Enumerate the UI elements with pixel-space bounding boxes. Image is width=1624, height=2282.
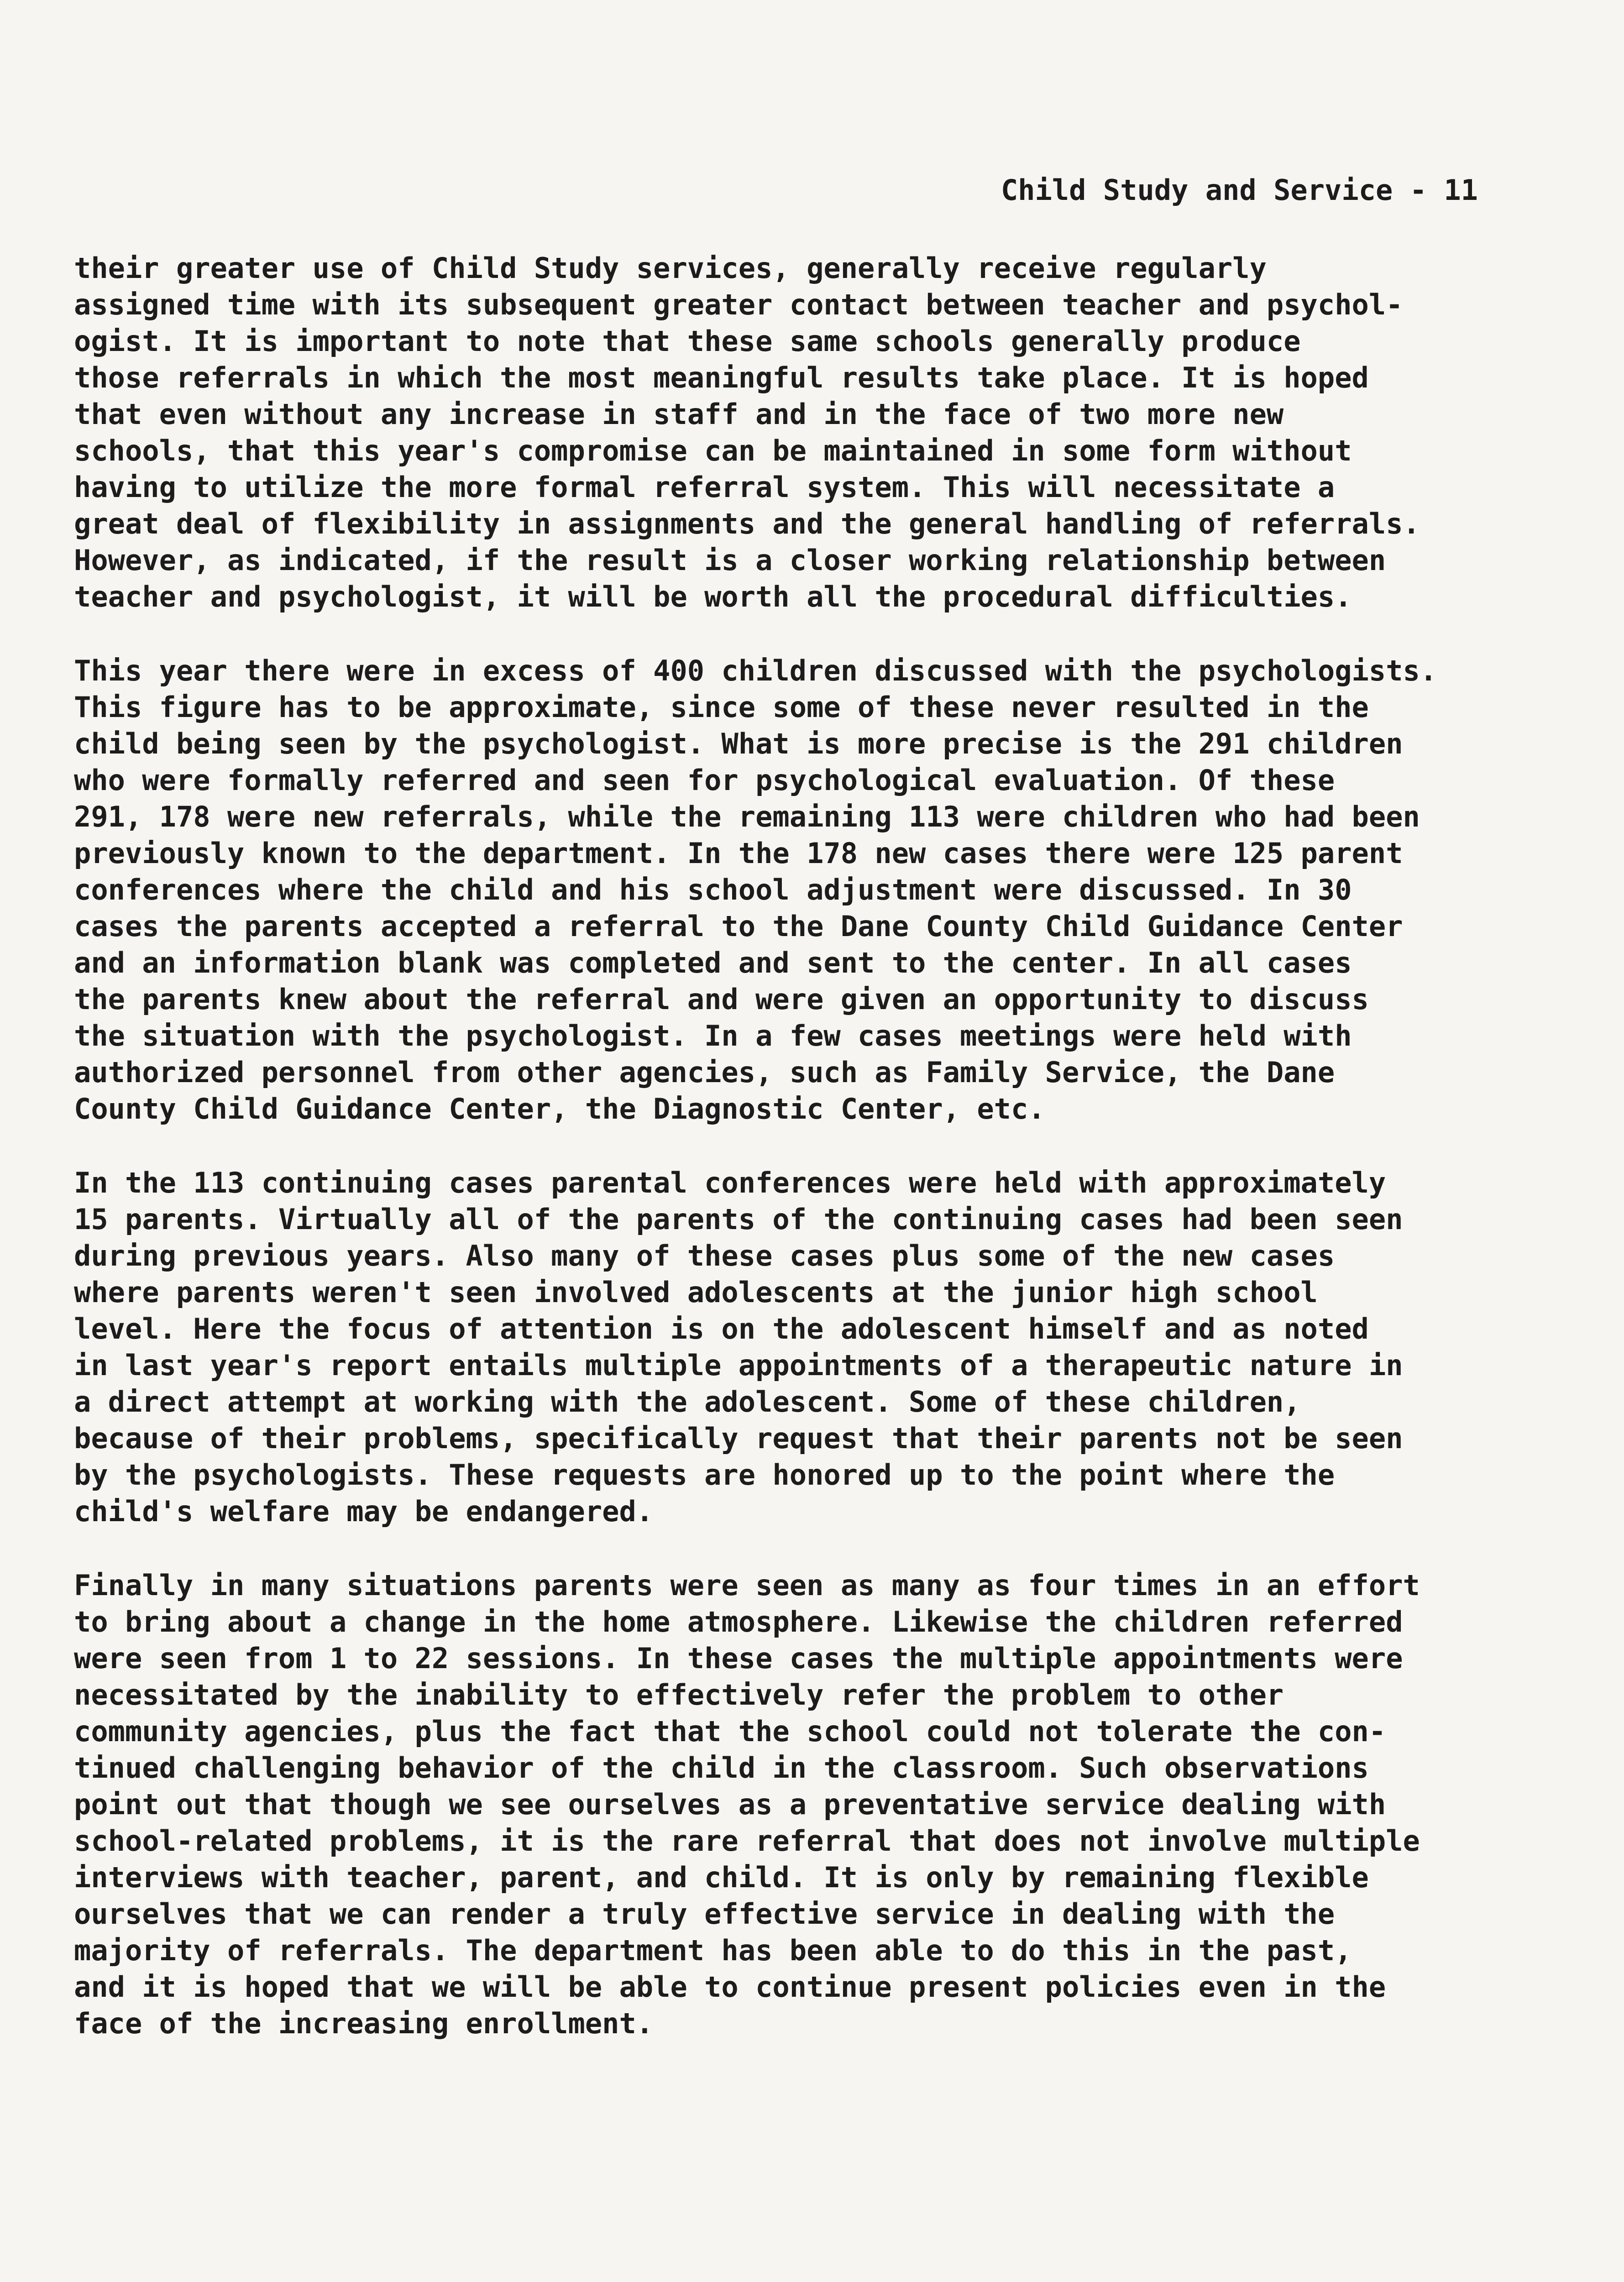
text-line: tinued challenging behavior of the child in the classroom. Such observations xyxy=(74,1751,1369,1785)
document-body xyxy=(74,250,1557,2079)
text-line: who were formally referred and seen for psychological evaluation. Of these xyxy=(74,764,1335,797)
text-line: In the 113 continuing cases parental conferences were held with approximately xyxy=(74,1166,1386,1199)
text-line: in last year's report entails multiple appointments of a therapeutic nature in xyxy=(74,1349,1403,1382)
text-line: level. Here the focus of attention is on the adolescent himself and as noted xyxy=(74,1312,1369,1345)
text-line: necessitated by the inability to effectively refer the problem to other xyxy=(74,1678,1284,1712)
text-line: were seen from 1 to 22 sessions. In these cases the multiple appointments were xyxy=(74,1642,1403,1675)
text-line: This figure has to be approximate, since some of these never resulted in the xyxy=(74,691,1369,724)
text-line: that even without any increase in staff and in the face of two more new xyxy=(74,398,1284,431)
text-line: previously known to the department. In the 178 new cases there were 125 parent xyxy=(74,837,1403,870)
paragraph-3 xyxy=(74,1165,1557,1530)
text-line: school-related problems, it is the rare referral that does not involve multiple xyxy=(74,1824,1420,1858)
text-line: schools, that this year's compromise can be maintained in some form without xyxy=(74,434,1352,467)
text-line: majority of referrals. The department has been able to do this in the past, xyxy=(74,1934,1352,1967)
text-line: interviews with teacher, parent, and child. It is only by remaining flexible xyxy=(74,1861,1369,1894)
text-line: because of their problems, specifically request that their parents not be seen xyxy=(74,1422,1403,1455)
text-line: point out that though we see ourselves as a preventative service dealing with xyxy=(74,1788,1386,1821)
text-line: to bring about a change in the home atmosphere. Likewise the children referred xyxy=(74,1605,1403,1638)
text-line: conferences where the child and his school adjustment were discussed. In 30 xyxy=(74,873,1352,906)
text-line: Finally in many situations parents were seen as many as four times in an effort xyxy=(74,1569,1420,1602)
paragraph-4 xyxy=(74,1567,1557,2042)
text-line: authorized personnel from other agencies, such as Family Service, the Dane xyxy=(74,1056,1335,1089)
text-line: during previous years. Also many of these cases plus some of the new cases xyxy=(74,1239,1335,1272)
paragraph-2 xyxy=(74,653,1557,1127)
text-line: 15 parents. Virtually all of the parents of the continuing cases had been seen xyxy=(74,1203,1403,1236)
text-line: face of the increasing enrollment. xyxy=(74,2007,654,2040)
text-line: a direct attempt at working with the adolescent. Some of these children, xyxy=(74,1385,1301,1418)
text-line: However, as indicated, if the result is a closer working relationship between xyxy=(74,544,1386,577)
text-line: assigned time with its subsequent greater contact between teacher and psychol- xyxy=(74,288,1403,321)
text-line: cases the parents accepted a referral to the Dane County Child Guidance Center xyxy=(74,910,1403,943)
text-line: 291, 178 were new referrals, while the remaining 113 were children who had been xyxy=(74,800,1420,833)
text-line: ourselves that we can render a truly effective service in dealing with the xyxy=(74,1897,1335,1931)
text-line: the parents knew about the referral and were given an opportunity to discuss xyxy=(74,983,1369,1016)
text-line: County Child Guidance Center, the Diagnostic Center, etc. xyxy=(74,1092,1045,1125)
text-line: ogist. It is important to note that these same schools generally produce xyxy=(74,325,1301,358)
text-line: and it is hoped that we will be able to continue present policies even in the xyxy=(74,1970,1386,2004)
page-header: Child Study and Service - 11 xyxy=(1001,173,1478,207)
text-line: great deal of flexibility in assignments and the general handling of referrals. xyxy=(74,507,1420,540)
paragraph-1 xyxy=(74,250,1557,615)
text-line: and an information blank was completed and sent to the center. In all cases xyxy=(74,946,1352,979)
text-line: their greater use of Child Study services, generally receive regularly xyxy=(74,251,1267,285)
text-line: by the psychologists. These requests are honored up to the point where the xyxy=(74,1458,1335,1492)
text-line: the situation with the psychologist. In a few cases meetings were held with xyxy=(74,1019,1352,1052)
text-line: having to utilize the more formal referral system. This will necessitate a xyxy=(74,471,1335,504)
text-line: community agencies, plus the fact that the school could not tolerate the con- xyxy=(74,1715,1386,1748)
text-line: child's welfare may be endangered. xyxy=(74,1495,654,1528)
text-line: where parents weren't seen involved adolescents at the junior high school xyxy=(74,1276,1318,1309)
text-line: teacher and psychologist, it will be worth all the procedural difficulties. xyxy=(74,580,1352,613)
text-line: those referrals in which the most meaningful results take place. It is hoped xyxy=(74,361,1369,394)
text-line: child being seen by the psychologist. What is more precise is the 291 children xyxy=(74,727,1403,760)
text-line: This year there were in excess of 400 children discussed with the psychologists. xyxy=(74,654,1437,687)
